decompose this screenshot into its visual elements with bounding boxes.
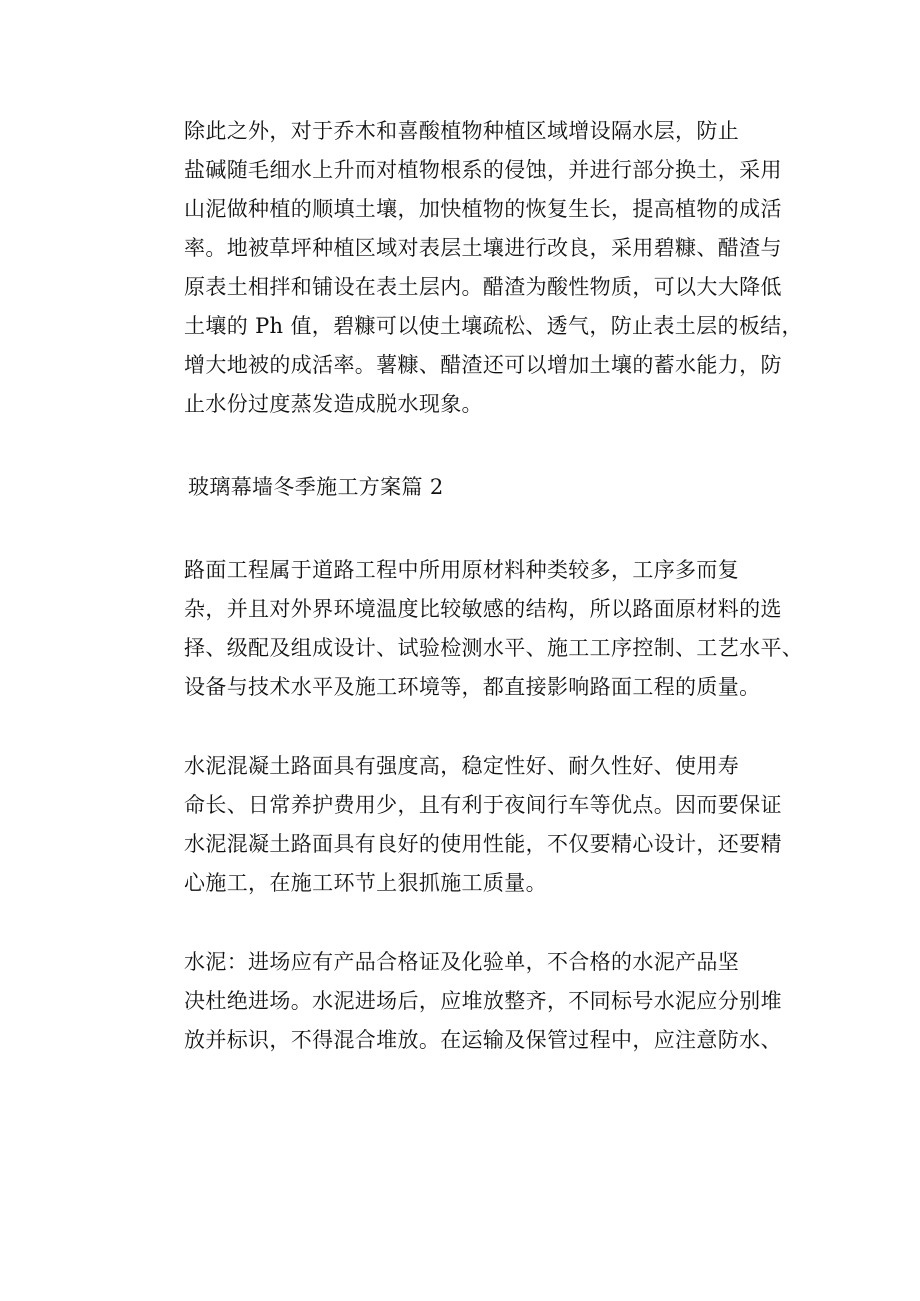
text-line: 路面工程属于道路工程中所用原材料种类较多，工序多而复 [184,558,740,582]
text-line: 水泥混凝土路面具有强度高，稳定性好、耐久性好、使用寿 [184,754,740,778]
text-line: 止水份过度蒸发造成脱水现象。 [184,392,483,416]
text-line: 设备与技术水平及施工环境等，都直接影响路面工程的质量。 [184,675,761,699]
text-line: 增大地被的成活率。薯糠、醋渣还可以增加土壤的蓄水能力，防 [184,353,782,377]
text-line: 杂，并且对外界环境温度比较敏感的结构，所以路面原材料的选 [184,597,782,621]
text-line: 盐碱随毛细水上升而对植物根系的侵蚀，并进行部分换土，采用 [184,158,782,182]
document-page [138,112,804,1060]
paragraph-road-engineering [138,551,804,707]
paragraph-concrete-pavement [138,747,796,903]
text-line: 放并标识，不得混合堆放。在运输及保管过程中，应注意防水、 [184,1028,782,1052]
text-line: 山泥做种植的顺填土壤，加快植物的恢复生长，提高植物的成活 [184,197,782,221]
text-line: 择、级配及组成设计、试验检测水平、施工工序控制、工艺水平、 [184,636,804,660]
paragraph-soil-improvement [138,112,803,424]
text-line: 土壤的 Ph 值，碧糠可以使土壤疏松、透气，防止表土层的板结， [184,314,803,338]
text-line: 水泥混凝土路面具有良好的使用性能，不仅要精心设计，还要精 [184,832,782,856]
text-line: 率。地被草坪种植区域对表层土壤进行改良，采用碧糠、醋渣与 [184,236,782,260]
text-line: 原表土相拌和铺设在表土层内。醋渣为酸性物质，可以大大降低 [184,275,782,299]
text-line: 除此之外，对于乔木和喜酸植物种植区域增设隔水层，防止 [184,119,740,143]
text-line: 水泥：进场应有产品合格证及化验单，不合格的水泥产品坚 [184,950,740,974]
section-heading: 玻璃幕墙冬季施工方案篇 2 [188,475,444,499]
text-line: 命长、日常养护费用少，且有利于夜间行车等优点。因而要保证 [184,793,782,817]
paragraph-cement [138,943,796,1060]
text-line: 心施工，在施工环节上狠抓施工质量。 [184,871,547,895]
text-line: 决杜绝进场。水泥进场后，应堆放整齐，不同标号水泥应分别堆 [184,989,782,1013]
